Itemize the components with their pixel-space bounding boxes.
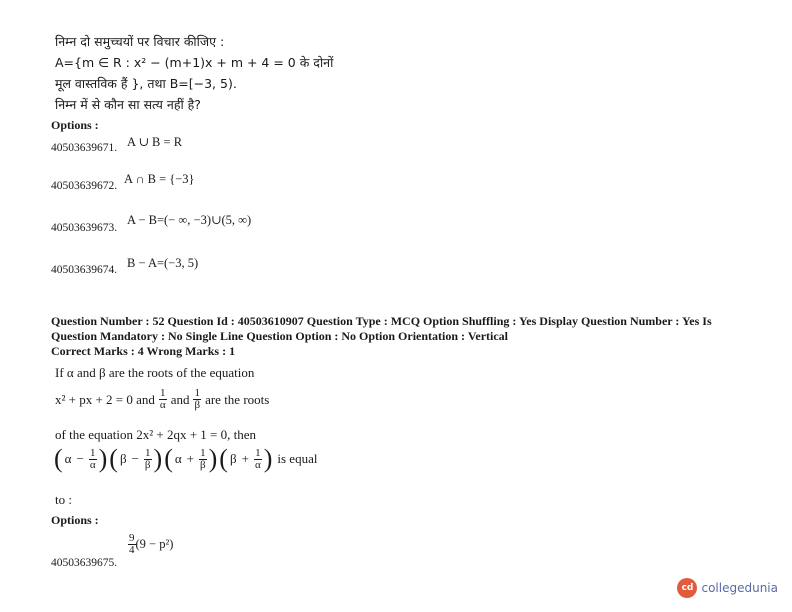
q51-option-text: A ∪ B = R (127, 135, 183, 149)
q51-line3: मूल वास्तविक हैं }, तथा B=[−3, 5). (55, 76, 237, 91)
q52-to: to : (55, 492, 72, 507)
q52-marks: Correct Marks : 4 Wrong Marks : 1 (51, 344, 236, 358)
q51-option-text: A ∩ B = {−3} (124, 172, 195, 186)
q52-meta-line1: Question Number : 52 Question Id : 40503610907 Question Type : MCQ Option Shuffling : Yes Display Question Number : Yes Is (51, 314, 712, 328)
q51-option-text: A − B=(− ∞, −3)∪(5, ∞) (127, 213, 252, 227)
q52-option-text: $\frac{9}{4}$ (9 − p²) (129, 532, 174, 556)
fraction-one-over-alpha: $\frac{1}{\alpha}$ (159, 387, 166, 411)
q51-line4: निम्न में से कौन सा सत्य नहीं है? (55, 97, 201, 112)
q52-options-label: Options : (51, 513, 99, 527)
q52-line2 (55, 388, 269, 411)
q51-option-text: B − A=(−3, 5) (127, 256, 199, 270)
q51-option-id: 40503639673. (51, 222, 118, 234)
logo-badge: cd (677, 578, 697, 598)
q52-roots-text: are the roots (205, 391, 270, 407)
q52-meta-line2: Question Mandatory : No Single Line Question Option : No Option Orientation : Vertical (51, 329, 509, 343)
q51-line2: A={m ∈ R : x² − (m+1)x + m + 4 = 0 के दोनों (55, 55, 334, 70)
q51-options-label: Options : (51, 118, 99, 132)
q51-option-id: 40503639674. (51, 264, 118, 276)
q52-expression: ( α − $\frac{1}{\alpha}$ ) ( β − $\frac{1}{\beta}$ ) ( α + $\frac{1}{\beta}$ ) ( β + $\frac{1}{\alpha}$ ) is equal (54, 444, 318, 473)
q51-option-id: 40503639672. (51, 180, 118, 192)
q51-option-id: 40503639671. (51, 142, 118, 154)
collegedunia-logo (677, 578, 778, 598)
q52-eq1: x² + px + 2 = 0 and (55, 391, 155, 407)
q51-line1: निम्न दो समुच्चयों पर विचार कीजिए : (55, 34, 225, 49)
q52-option-id: 40503639675. (51, 557, 118, 569)
q52-line1: If α and β are the roots of the equation (55, 365, 255, 380)
logo-text: collegedunia (701, 581, 778, 595)
q52-and: and (170, 391, 190, 407)
fraction-one-over-beta: $\frac{1}{\beta}$ (194, 387, 201, 411)
q52-is-equal: is equal (277, 451, 318, 466)
q52-line3: of the equation 2x² + 2qx + 1 = 0, then (55, 427, 256, 442)
